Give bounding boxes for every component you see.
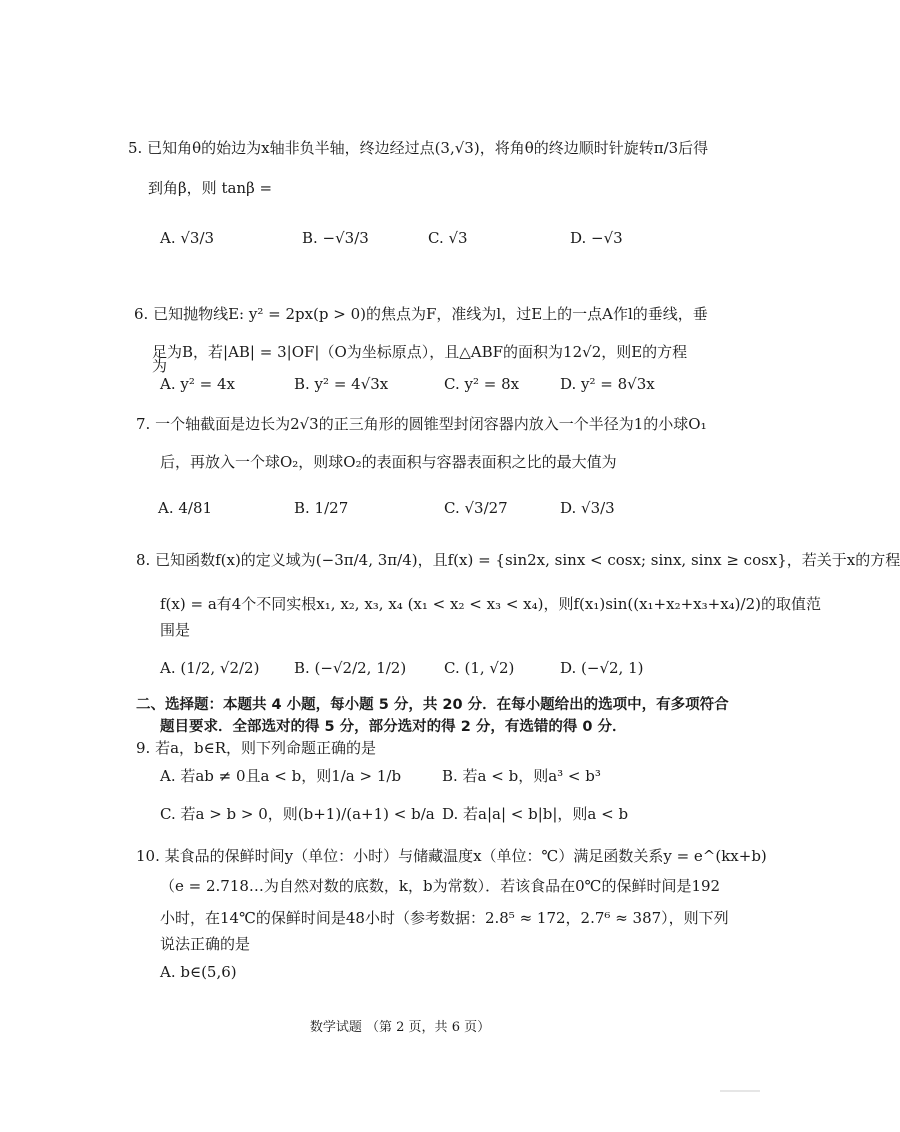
q8-option-a: A. (1/2, √2/2) <box>160 659 260 677</box>
q10-option-a: A. b∈(5,6) <box>160 963 237 981</box>
q6-line3: 为 <box>152 357 168 375</box>
q8-option-b: B. (−√2/2, 1/2) <box>294 659 407 677</box>
q9-option-a: A. 若ab ≠ 0且a < b，则1/a > 1/b <box>160 767 402 785</box>
q8-option-d: D. (−√2, 1) <box>560 659 644 677</box>
q9-option-b: B. 若a < b，则a³ < b³ <box>442 767 601 785</box>
q6-line2: 足为B，若|AB| = 3|OF|（O为坐标原点），且△ABF的面积为12√2，则E的方程 <box>152 343 688 361</box>
q8-line1: 8. 已知函数f(x)的定义域为(−3π/4, 3π/4)，且f(x) = {sin2x, sinx < cosx; sinx, sinx ≥ cosx}，若关于x的方程 <box>136 551 900 569</box>
q5-option-b: B. −√3/3 <box>302 229 369 247</box>
q7-line1: 7. 一个轴截面是边长为2√3的正三角形的圆锥型封闭容器内放入一个半径为1的小球O₁ <box>136 415 707 433</box>
q5-option-c: C. √3 <box>428 229 468 247</box>
q8-line3: 围是 <box>160 621 191 639</box>
q9-line1: 9. 若a，b∈R，则下列命题正确的是 <box>136 739 377 757</box>
section2-heading-line2: 题目要求．全部选对的得 5 分，部分选对的得 2 分，有选错的得 0 分． <box>160 719 627 735</box>
scan-mark <box>720 1090 760 1092</box>
q7-option-b: B. 1/27 <box>294 499 349 517</box>
q7-option-c: C. √3/27 <box>444 499 508 517</box>
q6-option-d: D. y² = 8√3x <box>560 375 655 393</box>
q6-option-c: C. y² = 8x <box>444 375 520 393</box>
q7-option-a: A. 4/81 <box>158 499 213 517</box>
q8-line2: f(x) = a有4个不同实根x₁, x₂, x₃, x₄ (x₁ < x₂ < x₃ < x₄)，则f(x₁)sin((x₁+x₂+x₃+x₄)/2)的取值范 <box>160 595 821 613</box>
q8-option-c: C. (1, √2) <box>444 659 515 677</box>
q6-option-a: A. y² = 4x <box>160 375 235 393</box>
q5-option-d: D. −√3 <box>570 229 623 247</box>
q7-line2: 后，再放入一个球O₂，则球O₂的表面积与容器表面积之比的最大值为 <box>160 453 617 471</box>
q10-line4: 说法正确的是 <box>160 935 251 953</box>
q10-line1: 10. 某食品的保鲜时间y（单位：小时）与储藏温度x（单位：℃）满足函数关系y = e^(kx+b) <box>136 847 767 865</box>
q5-option-a: A. √3/3 <box>160 229 215 247</box>
q9-option-c: C. 若a > b > 0，则(b+1)/(a+1) < b/a <box>160 805 435 823</box>
q6-line1: 6. 已知抛物线E: y² = 2px(p > 0)的焦点为F，准线为l，过E上的一点A作l的垂线，垂 <box>134 305 708 323</box>
q10-line2: （e = 2.718…为自然对数的底数，k，b为常数）．若该食品在0℃的保鲜时间是192 <box>160 877 721 895</box>
q6-option-b: B. y² = 4√3x <box>294 375 389 393</box>
section2-heading-line1: 二、选择题：本题共 4 小题，每小题 5 分，共 20 分．在每小题给出的选项中，有多项符合 <box>136 697 729 713</box>
q9-option-d: D. 若a|a| < b|b|，则a < b <box>442 805 629 823</box>
q10-line3: 小时，在14℃的保鲜时间是48小时（参考数据：2.8⁵ ≈ 172，2.7⁶ ≈ 387），则下列 <box>160 909 729 927</box>
q5-line2: 到角β，则 tanβ = <box>148 179 273 197</box>
page-footer: 数学试题 （第 2 页，共 6 页） <box>309 1020 491 1035</box>
q7-option-d: D. √3/3 <box>560 499 615 517</box>
q5-line1: 5. 已知角θ的始边为x轴非负半轴，终边经过点(3,√3)，将角θ的终边顺时针旋转π/3后得 <box>128 139 709 157</box>
